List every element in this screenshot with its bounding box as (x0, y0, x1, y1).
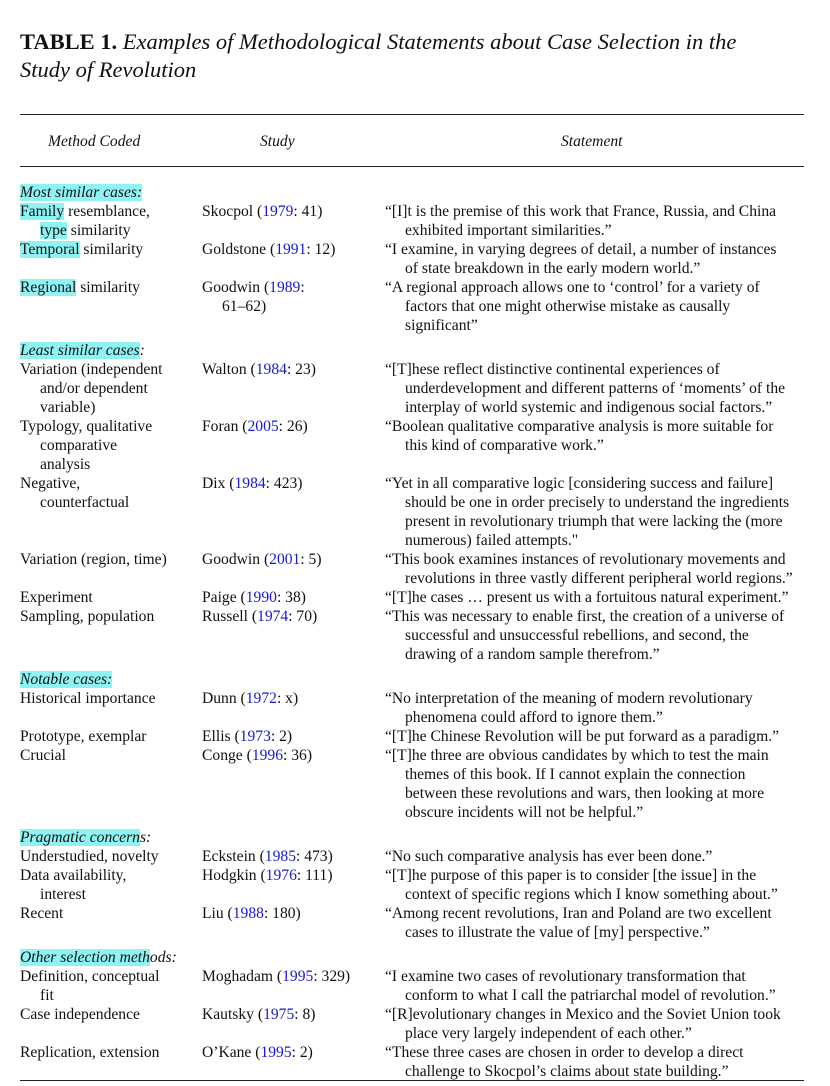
study-line: Skocpol (1979: 41) (202, 203, 323, 220)
study-author: Goodwin (202, 279, 261, 296)
method-cell (20, 727, 202, 746)
study-line: Liu (1988: 180) (202, 905, 301, 922)
method-line (20, 1005, 202, 1024)
table-title (20, 28, 810, 84)
study-line: Walton (1984: 23) (202, 361, 316, 378)
study-line: Ellis (1973: 2) (202, 728, 293, 745)
statement-line: should be one in order precisely to understand the ingredients (405, 494, 790, 511)
method-cell (20, 1043, 202, 1081)
method-segment: counterfactual (40, 494, 130, 511)
method-segment: Historical importance (20, 690, 156, 707)
table-row (20, 847, 810, 866)
statement-line: “I examine, in varying degrees of detail, a number of instances (385, 241, 777, 258)
statement-line: of state breakdown in the early modern world.” (405, 260, 701, 277)
study-author: Foran (202, 418, 239, 435)
statement-line: cases to illustrate the value of [my] perspective.” (405, 924, 710, 941)
study-cell (202, 904, 385, 942)
study-pages: : 5) (300, 551, 322, 568)
statement-line: significant” (405, 317, 478, 334)
study-pages: : 41) (293, 203, 323, 220)
study-pages: : 2) (270, 728, 293, 745)
header-rule (20, 166, 804, 167)
study-cell (202, 278, 385, 335)
section-heading (20, 183, 810, 202)
statement-line: phenomena could afford to ignore them.” (405, 709, 663, 726)
method-cell (20, 607, 202, 664)
method-line (20, 493, 202, 512)
statement-cell (385, 474, 810, 550)
table-caption-line2: Study of Revolution (20, 57, 197, 82)
method-segment: Replication, extension (20, 1044, 160, 1061)
method-segment: Data availability, (20, 867, 127, 884)
statement-line: “[T]he three are obvious candidates by which to test the main (385, 747, 769, 764)
statement-line: place very largely independent of each other.” (405, 1025, 692, 1042)
method-line (20, 885, 202, 904)
method-segment: Temporal (20, 241, 80, 258)
study-year-link[interactable]: 1991 (275, 241, 307, 258)
table-row (20, 689, 810, 727)
study-year-link[interactable]: 1984 (234, 475, 266, 492)
method-cell (20, 847, 202, 866)
method-line (20, 436, 202, 455)
table-row (20, 727, 810, 746)
method-segment: Definition, conceptual (20, 968, 160, 985)
study-cell (202, 866, 385, 904)
method-cell (20, 474, 202, 550)
header-method: Method Coded (48, 133, 141, 150)
statement-line: “Yet in all comparative logic [considering success and failure] (385, 475, 774, 492)
table-row (20, 474, 810, 550)
statement-line: “I examine two cases of revolutionary transformation that (385, 968, 746, 985)
statement-line: “[T]he cases … present us with a fortuitous natural experiment.” (385, 589, 789, 606)
statement-line: “A regional approach allows one to ‘control’ for a variety of (385, 279, 760, 296)
study-author: Kautsky (202, 1006, 254, 1023)
statement-cell (385, 360, 810, 417)
statement-cell (385, 967, 810, 1005)
study-author: Goodwin (202, 551, 261, 568)
study-author: Goldstone (202, 241, 267, 258)
study-line: Dunn (1972: x) (202, 690, 299, 707)
method-cell (20, 588, 202, 607)
method-segment: Prototype, exemplar (20, 728, 147, 745)
section-heading (20, 948, 810, 967)
study-pages: : 423) (265, 475, 303, 492)
statement-line: “Among recent revolutions, Iran and Poland are two excellent (385, 905, 772, 922)
method-line (20, 727, 202, 746)
statement-line: successful and unsuccessful rebellions, and second, the (405, 627, 749, 644)
section-heading-segment: : (139, 342, 145, 359)
study-line: Kautsky (1975: 8) (202, 1006, 316, 1023)
table-row (20, 360, 810, 417)
method-cell (20, 866, 202, 904)
table-row (20, 202, 810, 240)
statement-line: conform to what I call the patriarchal model of revolution.” (405, 987, 776, 1004)
method-line (20, 202, 202, 221)
method-line (20, 278, 202, 297)
section-heading-segment: Most similar cases: (20, 184, 143, 201)
method-line (20, 379, 202, 398)
study-cell (202, 360, 385, 417)
study-line: Conge (1996: 36) (202, 747, 313, 764)
method-segment: Understudied, novelty (20, 848, 159, 865)
study-cell (202, 474, 385, 550)
method-cell (20, 417, 202, 474)
table-row (20, 866, 810, 904)
study-line: Hodgkin (1976: 111) (202, 867, 333, 884)
statement-line: between these revolutions and wars, then looking at more (405, 785, 764, 802)
study-cell (202, 1043, 385, 1081)
section-heading (20, 828, 810, 847)
study-year-link[interactable]: 1995 (260, 1044, 292, 1061)
statement-line: “[I]t is the premise of this work that France, Russia, and China (385, 203, 777, 220)
method-segment: Crucial (20, 747, 66, 764)
section-heading (20, 341, 810, 360)
method-line (20, 689, 202, 708)
table-row (20, 588, 810, 607)
method-line (20, 986, 202, 1005)
table-row (20, 1005, 810, 1043)
method-segment: resemblance, (64, 203, 150, 220)
statement-cell (385, 417, 810, 474)
method-segment: Negative, (20, 475, 81, 492)
method-line (20, 417, 202, 436)
method-segment: Experiment (20, 589, 93, 606)
method-line (20, 455, 202, 474)
statement-cell (385, 1005, 810, 1043)
study-cell (202, 607, 385, 664)
method-cell (20, 202, 202, 240)
study-line: O’Kane (1995: 2) (202, 1044, 313, 1061)
method-line (20, 588, 202, 607)
table-row (20, 746, 810, 822)
method-line (20, 967, 202, 986)
study-cell (202, 550, 385, 588)
statement-line: interplay of world systemic and indigenous social factors.” (405, 399, 773, 416)
statement-cell (385, 202, 810, 240)
statement-line: “[T]he Chinese Revolution will be put forward as a paradigm.” (385, 728, 780, 745)
method-cell (20, 278, 202, 335)
study-author: Dunn (202, 690, 237, 707)
top-rule (20, 114, 804, 115)
method-line (20, 904, 202, 923)
study-cell (202, 727, 385, 746)
statement-line: “No such comparative analysis has ever been done.” (385, 848, 713, 865)
method-line (20, 474, 202, 493)
study-author: Skocpol (202, 203, 254, 220)
method-line (20, 550, 202, 569)
method-segment: similarity (76, 279, 140, 296)
study-line: Dix (1984: 423) (202, 475, 303, 492)
study-author: Paige (202, 589, 237, 606)
study-year-link[interactable]: 1996 (251, 747, 283, 764)
statement-line: “This book examines instances of revolutionary movements and (385, 551, 786, 568)
study-line: Moghadam (1995: 329) (202, 968, 351, 985)
statement-line: underdevelopment and different patterns of ‘moments’ of the (405, 380, 786, 397)
table-row (20, 240, 810, 278)
method-cell (20, 550, 202, 588)
study-pages: : 473) (295, 848, 333, 865)
study-line: Paige (1990: 38) (202, 589, 306, 606)
method-segment: analysis (40, 456, 91, 473)
method-segment: similarity (66, 222, 131, 239)
statement-line: “[R]evolutionary changes in Mexico and the Soviet Union took (385, 1006, 781, 1023)
study-pages: : (300, 279, 305, 296)
study-year-link[interactable]: 1985 (264, 848, 296, 865)
statement-line: obscure incidents will not be helpful.” (405, 804, 644, 821)
method-segment: Sampling, population (20, 608, 155, 625)
study-author: Conge (202, 747, 243, 764)
statement-cell (385, 1043, 810, 1081)
statement-line: “[T]he purpose of this paper is to consider [the issue] in the (385, 867, 757, 884)
method-line (20, 221, 202, 240)
method-cell (20, 360, 202, 417)
study-year-link[interactable]: 1976 (265, 867, 297, 884)
study-pages: : 329) (313, 968, 351, 985)
study-line: Russell (1974: 70) (202, 608, 318, 625)
method-cell (20, 240, 202, 278)
method-line (20, 398, 202, 417)
table-row (20, 967, 810, 1005)
study-author: Ellis (202, 728, 231, 745)
section-heading (20, 670, 810, 689)
method-cell (20, 967, 202, 1005)
statement-cell (385, 727, 810, 746)
statement-line: factors that one might otherwise mistake as causally (405, 298, 731, 315)
study-year-link[interactable]: 1990 (245, 589, 277, 606)
study-year-link[interactable]: 2005 (247, 418, 279, 435)
statement-cell (385, 550, 810, 588)
study-pages: : 70) (288, 608, 318, 625)
statement-cell (385, 904, 810, 942)
study-author: Dix (202, 475, 226, 492)
table-row (20, 417, 810, 474)
study-author: Hodgkin (202, 867, 257, 884)
statement-line: themes of this book. If I cannot explain the connection (405, 766, 746, 783)
method-segment: Typology, qualitative (20, 418, 153, 435)
header-study: Study (260, 133, 295, 150)
method-segment: Variation (region, time) (20, 551, 167, 568)
table-row (20, 278, 810, 335)
statement-line: “Boolean qualitative comparative analysis is more suitable for (385, 418, 774, 435)
study-cell (202, 746, 385, 822)
study-author: Russell (202, 608, 248, 625)
method-cell (20, 689, 202, 727)
study-cell (202, 240, 385, 278)
study-pages: : 38) (276, 589, 306, 606)
method-line (20, 866, 202, 885)
method-segment: fit (40, 987, 54, 1004)
method-line (20, 746, 202, 765)
study-year-link[interactable]: 1989 (269, 279, 301, 296)
study-author: Moghadam (202, 968, 274, 985)
statement-cell (385, 607, 810, 664)
method-segment: Family (20, 203, 65, 220)
study-cell (202, 847, 385, 866)
study-author: Liu (202, 905, 224, 922)
statement-line: context of specific regions which I know something about.” (405, 886, 778, 903)
statement-cell (385, 588, 810, 607)
table-row (20, 904, 810, 942)
method-segment: comparative (40, 437, 118, 454)
statement-cell (385, 240, 810, 278)
study-author: Eckstein (202, 848, 256, 865)
statement-line: “This was necessary to enable first, the creation of a universe of (385, 608, 785, 625)
study-year-link[interactable]: 1995 (282, 968, 314, 985)
statement-cell (385, 847, 810, 866)
section-heading-segment: Other selection meth (20, 949, 150, 966)
statement-line: present in revolutionary triumph that were lacking the (more (405, 513, 783, 530)
statement-line: challenge to Skocpol’s claims about state building.” (405, 1063, 729, 1080)
study-year-link[interactable]: 1988 (232, 905, 264, 922)
table-caption-line1: Examples of Methodological Statements about Case Selection in the (122, 29, 737, 54)
statement-line: numerous) failed attempts." (405, 532, 579, 549)
study-pages: : 23) (286, 361, 316, 378)
study-cell (202, 588, 385, 607)
section-heading-segment: Pragmatic concern (20, 829, 140, 846)
method-cell (20, 1005, 202, 1043)
table-body (20, 183, 810, 1081)
study-year-link[interactable]: 1979 (262, 203, 294, 220)
section-heading-segment: Notable cases: (20, 671, 113, 688)
study-cell (202, 1005, 385, 1043)
study-line: Eckstein (1985: 473) (202, 848, 333, 865)
statement-line: exhibited important similarities.” (405, 222, 612, 239)
study-year-link[interactable]: 1972 (245, 690, 277, 707)
study-pages: : 12) (306, 241, 336, 258)
method-segment: and/or dependent (40, 380, 148, 397)
statement-cell (385, 866, 810, 904)
study-pages: : 111) (296, 867, 333, 884)
statement-cell (385, 746, 810, 822)
study-cell (202, 202, 385, 240)
study-cell (202, 689, 385, 727)
method-line (20, 240, 202, 259)
statement-line: revolutions in three vastly different peripheral world regions.” (405, 570, 793, 587)
study-year-link[interactable]: 1984 (255, 361, 287, 378)
method-segment: Variation (independent (20, 361, 163, 378)
study-cell (202, 417, 385, 474)
study-year-link[interactable]: 2001 (269, 551, 301, 568)
study-author: Walton (202, 361, 247, 378)
study-pages-continued: 61–62) (222, 298, 267, 315)
method-segment: Recent (20, 905, 64, 922)
section-heading-segment: Least similar cases (20, 342, 140, 359)
header-statement: Statement (561, 133, 623, 150)
table-row (20, 607, 810, 664)
method-segment: Regional (20, 279, 77, 296)
statement-cell (385, 278, 810, 335)
study-year-link[interactable]: 1974 (257, 608, 289, 625)
statement-cell (385, 689, 810, 727)
study-line: Goldstone (1991: 12) (202, 241, 336, 258)
table-row (20, 1043, 810, 1081)
statement-line: this kind of comparative work.” (405, 437, 604, 454)
study-line: Goodwin (1989: (202, 279, 305, 296)
method-cell (20, 746, 202, 822)
study-cell (202, 967, 385, 1005)
study-line: Goodwin (2001: 5) (202, 551, 322, 568)
method-line (20, 1043, 202, 1062)
statement-line: drawing of a random sample therefrom.” (405, 646, 660, 663)
method-segment: variable) (40, 399, 96, 416)
statement-line: “These three cases are chosen in order to develop a direct (385, 1044, 744, 1061)
study-pages: : 2) (291, 1044, 313, 1061)
section-heading-segment: ods: (149, 949, 177, 966)
study-year-link[interactable]: 1975 (263, 1006, 295, 1023)
method-cell (20, 904, 202, 942)
study-pages: : 8) (294, 1006, 316, 1023)
method-segment: interest (40, 886, 86, 903)
study-pages: : x) (276, 690, 299, 707)
study-line: Foran (2005: 26) (202, 418, 308, 435)
table-row (20, 550, 810, 588)
method-line (20, 607, 202, 626)
table-label: TABLE 1. (20, 29, 118, 54)
method-segment: Case independence (20, 1006, 140, 1023)
method-line (20, 847, 202, 866)
method-segment: similarity (79, 241, 144, 258)
method-line (20, 360, 202, 379)
method-segment: type (40, 222, 67, 239)
section-heading-segment: s: (139, 829, 152, 846)
study-pages: : 180) (263, 905, 301, 922)
bottom-rule (20, 1080, 804, 1081)
study-pages: : 26) (278, 418, 308, 435)
study-author: O’Kane (202, 1044, 252, 1061)
study-pages: : 36) (283, 747, 313, 764)
statement-line: “[T]hese reflect distinctive continental experiences of (385, 361, 720, 378)
study-year-link[interactable]: 1973 (239, 728, 271, 745)
statement-line: “No interpretation of the meaning of modern revolutionary (385, 690, 753, 707)
